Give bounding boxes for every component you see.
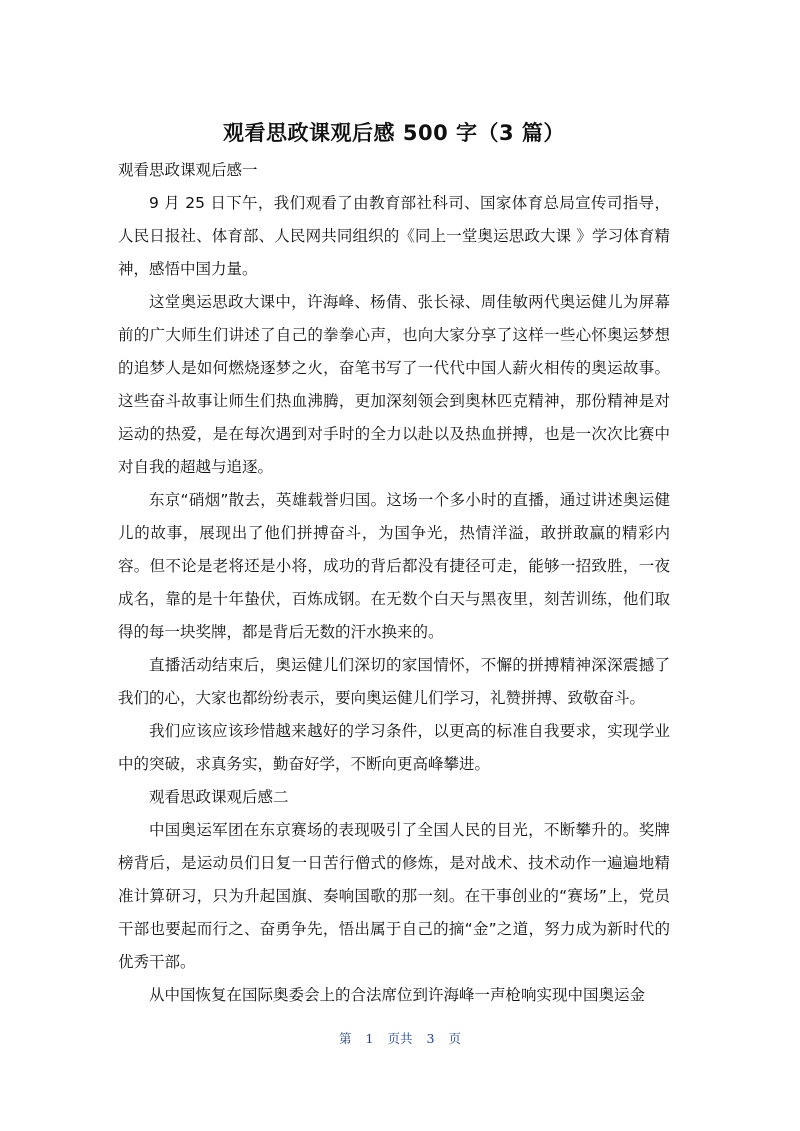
paragraph: 中国奥运军团在东京赛场的表现吸引了全国人民的目光，不断攀升的。奖牌榜背后，是运动员们日复一日苦行僧式的修炼，是对战术、技术动作一遍遍地精准计算研习，只为升起国旗、奏响国歌的那一刻。在干事创业的“赛场”上，党员干部也要起而行之、奋勇争先，悟出属于自己的摘“金”之道，努力成为新时代的优秀干部。 <box>118 821 670 971</box>
page-number-footer <box>0 1029 800 1047</box>
paragraph: 9 月 25 日下午，我们观看了由教育部社科司、国家体育总局宣传司指导，人民日报社、体育部、人民网共同组织的《同上一堂奥运思政大课 》学习体育精神，感悟中国力量。 <box>118 194 670 278</box>
paragraph: 直播活动结束后，奥运健儿们深切的家国情怀，不懈的拼搏精神深深震撼了我们的心，大家也都纷纷表示，要向奥运健儿们学习，礼赞拼搏、致敬奋斗。 <box>118 656 670 707</box>
section-heading-2: 观看思政课观后感二 <box>149 788 289 806</box>
footer-suffix: 页 <box>448 1031 461 1046</box>
paragraph: 东京“硝烟”散去，英雄载誉归国。这场一个多小时的直播，通过讲述奥运健儿的故事，展现出了他们拼搏奋斗，为国争光，热情洋溢，敢拼敢赢的精彩内容。但不论是老将还是小将，成功的背后都没有捷径可走，能够一招致胜，一夜成名，靠的是十年蛰伏，百炼成钢。在无数个白天与黑夜里，刻苦训练，他们取得的每一块奖牌，都是背后无数的汗水换来的。 <box>118 491 670 641</box>
footer-prefix: 第 <box>339 1031 352 1046</box>
paragraph: 这堂奥运思政大课中，许海峰、杨倩、张长禄、周佳敏两代奥运健儿为屏幕前的广大师生们讲述了自己的拳拳心声，也向大家分享了这样一些心怀奥运梦想的追梦人是如何燃烧逐梦之火，奋笔书写了一代代中国人薪火相传的奥运故事。这些奋斗故事让师生们热血沸腾，更加深刻领会到奥林匹克精神，那份精神是对运动的热爱，是在每次遇到对手时的全力以赴以及热血拼搏，也是一次次比赛中对自我的超越与追逐。 <box>118 293 670 476</box>
section-heading-1: 观看思政课观后感一 <box>118 161 258 179</box>
footer-current-page: 1 <box>365 1031 374 1046</box>
document-title: 观看思政课观后感 500 字（3 篇） <box>223 121 565 145</box>
paragraph: 从中国恢复在国际奥委会上的合法席位到许海峰一声枪响实现中国奥运金 <box>149 986 646 1004</box>
footer-total-pages: 3 <box>426 1031 435 1046</box>
footer-middle: 页共 <box>387 1031 413 1046</box>
paragraph: 我们应该应该珍惜越来越好的学习条件，以更高的标准自我要求，实现学业中的突破，求真务实，勤奋好学，不断向更高峰攀进。 <box>118 722 670 773</box>
document-page <box>118 118 670 1012</box>
